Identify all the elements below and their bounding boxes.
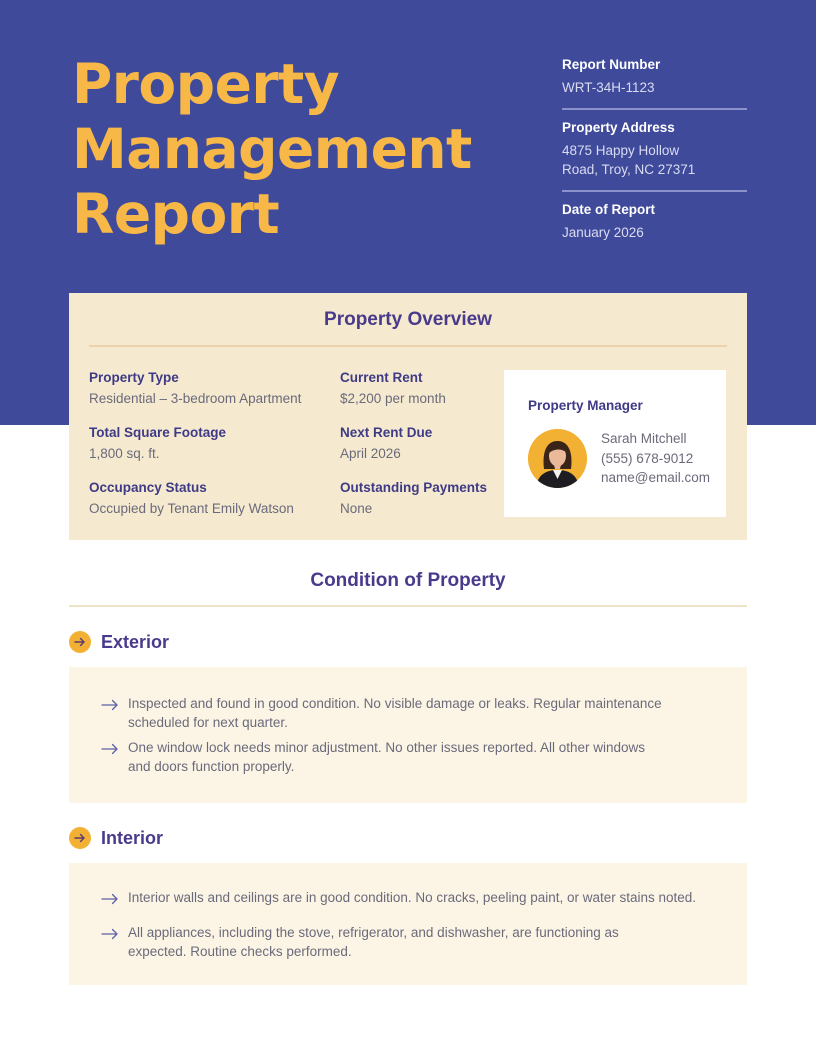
property-overview-card [69, 293, 747, 540]
list-item [101, 739, 668, 776]
field-square-footage [89, 424, 226, 463]
field-property-type [89, 369, 301, 408]
date-label: Date of Report [562, 202, 656, 217]
arrow-right-icon [101, 698, 119, 732]
title-line-3: Report [72, 182, 280, 246]
manager-email[interactable]: name@email.com [601, 470, 710, 485]
field-label: Current Rent [340, 370, 423, 385]
address-line-1: 4875 Happy Hollow [562, 143, 680, 158]
date-block [562, 190, 747, 253]
arrow-right-icon [101, 927, 119, 961]
list-item-text: Interior walls and ceilings are in good condition. No cracks, peeling paint, or water stains noted. [128, 890, 697, 905]
overview-title: Property Overview [324, 309, 492, 330]
address-block [562, 108, 747, 190]
title-line-1: Property [72, 52, 340, 116]
field-label: Property Type [89, 370, 179, 385]
condition-title: Condition of Property [310, 570, 506, 591]
section-header-exterior [69, 631, 169, 653]
report-number-label: Report Number [562, 57, 661, 72]
list-item [101, 924, 668, 961]
manager-phone[interactable]: (555) 678-9012 [601, 450, 694, 466]
report-title [72, 52, 472, 247]
address-line-2: Road, Troy, NC 27371 [562, 162, 696, 177]
field-label: Outstanding Payments [340, 480, 488, 495]
field-value: Occupied by Tenant Emily Watson [89, 501, 294, 516]
field-value: 1,800 sq. ft. [89, 446, 160, 461]
address-label: Property Address [562, 120, 675, 135]
field-label: Next Rent Due [340, 425, 433, 440]
arrow-right-icon [101, 742, 119, 776]
field-next-rent-due [340, 424, 432, 463]
manager-name: Sarah Mitchell [601, 431, 687, 446]
avatar [528, 429, 587, 488]
field-label: Total Square Footage [89, 425, 227, 440]
section-title: Exterior [101, 631, 170, 652]
condition-divider [69, 605, 747, 607]
arrow-right-icon [101, 892, 119, 910]
report-meta [562, 56, 747, 253]
overview-divider [89, 345, 727, 347]
field-outstanding-payments [340, 479, 487, 518]
field-occupancy-status [89, 479, 294, 518]
person-photo-icon [528, 429, 587, 488]
manager-info [601, 429, 710, 488]
report-number-value: WRT-34H-1123 [562, 80, 655, 95]
manager-title: Property Manager [528, 398, 643, 413]
field-value: $2,200 per month [340, 391, 446, 406]
list-item [101, 889, 708, 910]
date-value: January 2026 [562, 225, 644, 240]
field-value: April 2026 [340, 446, 401, 461]
title-line-2: Management [72, 117, 472, 181]
exterior-box [69, 667, 747, 803]
list-item [101, 695, 668, 732]
list-item-text: Inspected and found in good condition. No visible damage or leaks. Regular maintenance scheduled for next quarter. [128, 696, 662, 730]
section-title: Interior [101, 827, 164, 848]
report-number-block [562, 56, 747, 108]
arrow-right-circle-icon [69, 631, 91, 653]
field-label: Occupancy Status [89, 480, 207, 495]
section-header-interior [69, 827, 163, 849]
list-item-text: One window lock needs minor adjustment. No other issues reported. All other windows and doors function properly. [128, 740, 646, 774]
property-manager-card [504, 370, 726, 517]
field-value: None [340, 501, 373, 516]
list-item-text: All appliances, including the stove, refrigerator, and dishwasher, are functioning as expected. Routine checks performed. [128, 925, 619, 959]
field-current-rent [340, 369, 446, 408]
arrow-right-circle-icon [69, 827, 91, 849]
field-value: Residential – 3-bedroom Apartment [89, 391, 302, 406]
interior-box [69, 863, 747, 985]
